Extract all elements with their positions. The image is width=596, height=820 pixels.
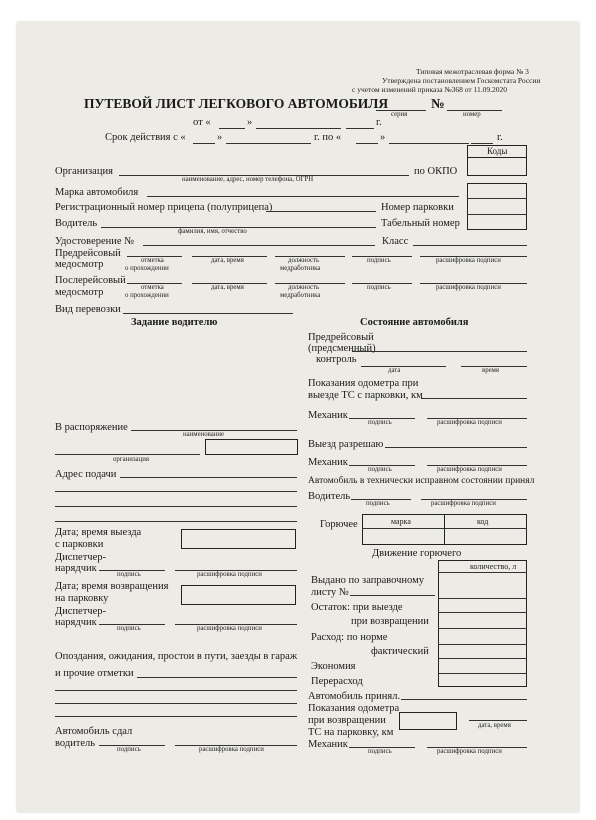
pre-trip-medical-1: Предрейсовый (55, 248, 121, 259)
accepted-good-label: Автомобиль в технически исправном состоянии принял (308, 476, 535, 486)
fuel-brand-header: марка (391, 517, 411, 526)
fuel-movement-title: Движение горючего (372, 548, 462, 559)
pre-position-hint-1: должность (288, 257, 320, 264)
pretrip-date-field[interactable] (361, 366, 446, 367)
from-label: от « (193, 117, 211, 128)
validity-to-year[interactable] (471, 143, 493, 144)
pretrip-date-hint: дата (388, 367, 401, 374)
from-year-field[interactable] (346, 128, 374, 129)
from-year-suffix: г. (376, 117, 382, 128)
transport-type-field[interactable] (123, 313, 293, 314)
issued-sheet-field[interactable] (350, 595, 435, 596)
pre-mark-hint-2: о прохождении (125, 265, 169, 272)
handed-label-2: водитель (55, 738, 96, 749)
overspend-label: Перерасход (311, 676, 363, 687)
fuel-quantity-table (438, 560, 527, 687)
parking-number-label: Номер парковки (381, 202, 454, 213)
codes-divider-2 (467, 214, 527, 215)
validity-to-day[interactable] (356, 143, 378, 144)
dispatcher-1-decode-hint: расшифровка подписи (197, 571, 262, 578)
consumption-norm-label: Расход: по норме (311, 632, 388, 643)
form-note-3: с учетом изменений приказа №368 от 11.09.2020 (352, 85, 508, 94)
pre-decode-hint: расшифровка подписи (436, 257, 501, 264)
odo-return-label-1: Показания одометра (308, 703, 400, 714)
fuel-label: Горючее (320, 519, 358, 530)
economy-label: Экономия (311, 661, 356, 672)
car-accepted-field[interactable] (401, 699, 527, 700)
license-field[interactable] (143, 245, 375, 246)
disposal-org-field[interactable] (55, 454, 200, 455)
handed-decode-hint: расшифровка подписи (199, 746, 264, 753)
return-datetime-hint: дата, время (478, 722, 511, 729)
tab-number-label: Табельный номер (381, 218, 460, 229)
post-trip-medical-2: медосмотр (55, 287, 104, 298)
return-label-1: Дата; время возвращения (55, 581, 169, 592)
validity-from-day[interactable] (193, 143, 215, 144)
odometer-exit-field[interactable] (421, 398, 527, 399)
odometer-label-1: Показания одометра при (308, 378, 419, 389)
handed-label-1: Автомобиль сдал (55, 726, 133, 737)
validity-quote-2: » (380, 132, 386, 143)
series-hint: серия (391, 111, 408, 118)
issued-label-1: Выдано по заправочному (311, 575, 424, 586)
mechanic-1-decode-hint: расшифровка подписи (437, 419, 502, 426)
exit-allowed-label: Выезд разрешаю (308, 439, 384, 450)
dispatcher-2-decode-hint: расшифровка подписи (197, 625, 262, 632)
license-label: Удостоверение № (55, 236, 135, 247)
validity-to-month[interactable] (389, 143, 469, 144)
fuel-quantity-row-4 (438, 644, 527, 645)
address-field-2[interactable] (55, 491, 297, 492)
accepted-driver-label: Водитель (308, 491, 351, 502)
car-brand-field[interactable] (147, 196, 459, 197)
mechanic-3-decode-hint: расшифровка подписи (437, 748, 502, 755)
odo-return-label-2: при возвращении (308, 715, 386, 726)
okpo-code-box[interactable] (467, 157, 527, 176)
issued-label-2: листу № (311, 587, 349, 598)
dispatcher-2-label-2: нарядчик (55, 617, 97, 628)
dispatcher-1-signature-hint: подпись (117, 571, 141, 578)
disposal-name-hint: наименование (183, 431, 225, 438)
address-field-3[interactable] (55, 506, 297, 507)
driver-hint: фамилия, имя, отчество (178, 228, 247, 235)
post-decode-hint: расшифровка подписи (436, 284, 501, 291)
dispatcher-1-label-2: нарядчик (55, 563, 97, 574)
form-note-1: Типовая межотраслевая форма № 3 (416, 67, 529, 76)
address-label: Адрес подачи (55, 469, 117, 480)
fuel-quantity-header: количество, л (470, 562, 517, 571)
consumption-actual-label: фактический (371, 646, 429, 657)
mechanic-2-decode-hint: расшифровка подписи (437, 466, 502, 473)
mechanic-1-signature-hint: подпись (368, 419, 392, 426)
driver-label: Водитель (55, 218, 98, 229)
mechanic-3-label: Механик (308, 739, 348, 750)
from-month-field[interactable] (256, 128, 341, 129)
handed-signature-hint: подпись (117, 746, 141, 753)
pre-position-hint-2: медработника (280, 265, 321, 272)
car-accepted-label: Автомобиль принял. (308, 691, 401, 702)
fuel-quantity-row-1 (438, 598, 527, 599)
mechanic-1-label: Механик (308, 410, 348, 421)
car-condition-title: Состояние автомобиля (360, 317, 469, 328)
departure-datetime-box[interactable] (181, 529, 296, 549)
departure-label-1: Дата; время выезда (55, 527, 142, 538)
exit-allowed-field[interactable] (385, 447, 527, 448)
license-class-field[interactable] (413, 245, 527, 246)
validity-label: Срок действия с « (105, 132, 186, 143)
organization-hint: наименование, адрес, номер телефона, ОГРН (182, 176, 314, 183)
waybill-form (17, 22, 579, 812)
odometer-label-2: выезде ТС с парковки, км (308, 390, 423, 401)
pre-datetime-hint: дата, время (211, 257, 244, 264)
post-mark-hint-1: отметка (141, 284, 164, 291)
number-sign: № (431, 96, 445, 111)
fuel-quantity-row-3 (438, 628, 527, 629)
pretrip-control-field-1[interactable] (352, 351, 527, 352)
address-field-1[interactable] (120, 477, 297, 478)
pretrip-control-1: Предрейсовый (308, 332, 374, 343)
mechanic-2-label: Механик (308, 457, 348, 468)
fuel-quantity-row-0 (438, 572, 527, 573)
from-day-field[interactable] (219, 128, 245, 129)
validity-from-month[interactable] (226, 143, 311, 144)
mechanic-2-signature-hint: подпись (368, 466, 392, 473)
disposal-code-box[interactable] (205, 439, 298, 455)
accepted-driver-signature-hint: подпись (366, 500, 390, 507)
validity-quote-1: » (217, 132, 223, 143)
codes-label: Коды (487, 146, 508, 156)
post-position-hint-2: медработника (280, 292, 321, 299)
disposal-org-hint: организация (113, 456, 149, 463)
post-signature-hint: подпись (367, 284, 391, 291)
driver-task-title: Задание водителю (131, 317, 218, 328)
dispatcher-1-label-1: Диспетчер- (55, 552, 106, 563)
pretrip-time-hint: время (482, 367, 500, 374)
odo-return-label-3: ТС на парковку, км (308, 727, 394, 738)
post-mark-hint-2: о прохождении (125, 292, 169, 299)
codes-divider-1 (467, 198, 527, 199)
fuel-quantity-row-2 (438, 612, 527, 613)
accepted-driver-decode-hint: расшифровка подписи (431, 500, 496, 507)
fuel-table-column (444, 514, 445, 545)
license-class-label: Класс (382, 236, 409, 247)
fuel-quantity-row-5 (438, 658, 527, 659)
organization-label: Организация (55, 166, 113, 177)
pre-trip-medical-2: медосмотр (55, 259, 104, 270)
post-datetime-hint: дата, время (211, 284, 244, 291)
departure-label-2: с парковки (55, 539, 104, 550)
remainder-exit-label: Остаток: при выезде (311, 602, 403, 613)
trailer-reg-field[interactable] (266, 211, 376, 212)
pre-signature-hint: подпись (367, 257, 391, 264)
return-datetime-box[interactable] (181, 585, 296, 605)
delays-field-2[interactable] (55, 690, 297, 691)
fuel-code-header: код (477, 517, 489, 526)
codes-box-group (467, 183, 527, 230)
delays-field-3[interactable] (55, 703, 297, 704)
return-label-2: на парковку (55, 593, 109, 604)
delays-label-2: и прочие отметки (55, 668, 134, 679)
form-note-2: Утверждена постановлением Госкомстата России (382, 76, 541, 85)
car-brand-label: Марка автомобиля (55, 187, 139, 198)
form-title: ПУТЕВОЙ ЛИСТ ЛЕГКОВОГО АВТОМОБИЛЯ (84, 96, 389, 111)
validity-to-label: г. по « (314, 132, 342, 143)
from-quote: » (247, 117, 253, 128)
disposal-label: В распоряжение (55, 422, 128, 433)
post-trip-medical-1: Послерейсовый (55, 275, 126, 286)
validity-year-suffix: г. (497, 132, 503, 143)
delays-field-1[interactable] (137, 677, 297, 678)
remainder-return-label: при возвращении (351, 616, 429, 627)
transport-type-label: Вид перевозки (55, 304, 121, 315)
mechanic-3-signature-hint: подпись (368, 748, 392, 755)
delays-label-1: Опоздания, ожидания, простои в пути, заезды в гараж (55, 651, 298, 662)
return-datetime-field[interactable] (469, 720, 527, 721)
delays-field-4[interactable] (55, 716, 297, 717)
pretrip-control-3: контроль (316, 354, 357, 365)
dispatcher-2-signature-hint: подпись (117, 625, 141, 632)
dispatcher-2-label-1: Диспетчер- (55, 606, 106, 617)
pre-mark-hint-1: отметка (141, 257, 164, 264)
number-hint: номер (463, 111, 481, 118)
address-field-4[interactable] (55, 521, 297, 522)
odo-return-box[interactable] (399, 712, 457, 730)
okpo-label: по ОКПО (414, 166, 458, 177)
trailer-reg-label: Регистрационный номер прицепа (полуприцепа) (55, 202, 273, 213)
pretrip-control-2: (предсменный) (308, 343, 376, 354)
fuel-quantity-row-6 (438, 673, 527, 674)
post-position-hint-1: должность (288, 284, 320, 291)
